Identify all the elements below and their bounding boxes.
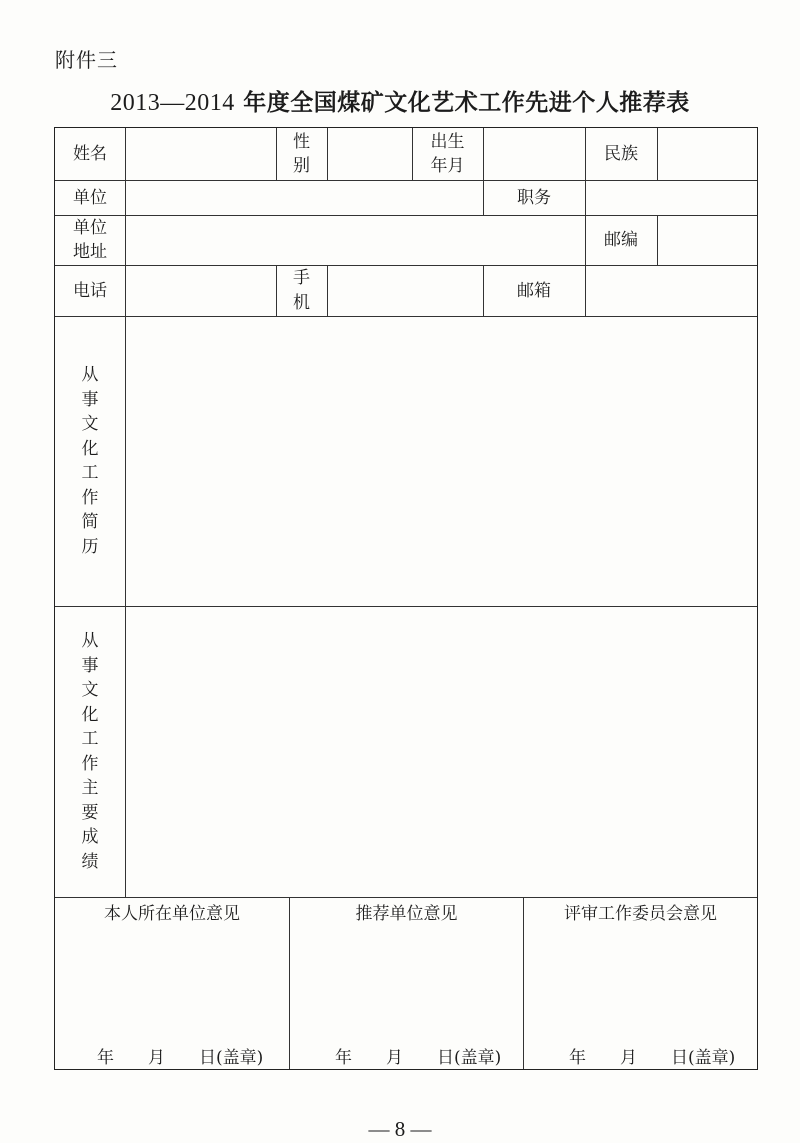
resume-label-char: 历 bbox=[81, 536, 99, 557]
review-committee-opinion-label: 评审工作委员会意见 bbox=[564, 904, 717, 924]
unit-label: 单位 bbox=[73, 187, 107, 208]
achievements-label-char: 化 bbox=[81, 704, 99, 725]
resume-label-char: 从 bbox=[81, 365, 99, 385]
ethnicity-field[interactable] bbox=[657, 128, 757, 180]
title-text: 年度全国煤矿文化艺术工作先进个人推荐表 bbox=[243, 89, 690, 116]
birth-label bbox=[412, 128, 483, 180]
postcode-label: 邮编 bbox=[604, 230, 638, 250]
gender-field[interactable] bbox=[327, 128, 412, 180]
attachment-label: 附件三 bbox=[55, 48, 118, 72]
resume-label-char: 文 bbox=[81, 414, 99, 434]
address-label-line1: 单位 bbox=[73, 217, 107, 238]
name-label: 姓名 bbox=[73, 144, 107, 164]
resume-label bbox=[55, 316, 125, 606]
own-unit-opinion-field[interactable] bbox=[55, 928, 289, 1038]
own-unit-opinion-label: 本人所在单位意见 bbox=[104, 904, 240, 924]
achievements-label-char: 作 bbox=[81, 753, 99, 774]
achievements-label-char: 事 bbox=[81, 655, 99, 676]
email-label: 邮箱 bbox=[517, 280, 551, 301]
resume-field[interactable] bbox=[126, 316, 757, 606]
unit-field[interactable] bbox=[126, 180, 483, 215]
recommending-unit-opinion-label: 推荐单位意见 bbox=[355, 904, 458, 924]
email-field[interactable] bbox=[585, 265, 757, 316]
achievements-field[interactable] bbox=[126, 606, 757, 897]
achievements-label-char: 主 bbox=[81, 778, 99, 798]
page-number: — 8 — bbox=[368, 1117, 432, 1141]
achievements-label-char: 成 bbox=[81, 827, 99, 847]
birth-label-line2: 年月 bbox=[430, 156, 465, 176]
address-field[interactable] bbox=[126, 215, 585, 265]
achievements-label-char: 文 bbox=[81, 680, 99, 700]
title-years: 2013—2014 bbox=[110, 90, 235, 116]
position-field[interactable] bbox=[585, 180, 757, 215]
gender-label bbox=[276, 128, 327, 180]
resume-label-char: 化 bbox=[81, 438, 99, 459]
address-label bbox=[55, 215, 125, 265]
form-title bbox=[0, 84, 800, 117]
recommending-unit-opinion-field[interactable] bbox=[290, 928, 523, 1038]
recommendation-form bbox=[54, 127, 758, 1070]
own-unit-opinion-sign: 年 月 日(盖章) bbox=[97, 1048, 264, 1068]
review-committee-opinion-sign: 年 月 日(盖章) bbox=[569, 1048, 736, 1068]
achievements-label-char: 绩 bbox=[81, 851, 99, 872]
position-label: 职务 bbox=[517, 187, 551, 208]
postcode-field[interactable] bbox=[657, 215, 757, 265]
birth-label-line1: 出生 bbox=[430, 131, 465, 152]
achievements-label-char: 要 bbox=[81, 802, 99, 823]
recommending-unit-opinion-sign: 年 月 日(盖章) bbox=[335, 1048, 502, 1068]
address-label-line2: 地址 bbox=[73, 242, 107, 262]
achievements-label-char: 工 bbox=[81, 729, 99, 749]
gender-label-line1: 性 bbox=[293, 131, 310, 152]
achievements-label-char: 从 bbox=[81, 631, 99, 651]
resume-label-char: 作 bbox=[81, 487, 99, 508]
birth-field[interactable] bbox=[483, 128, 585, 180]
phone-label: 电话 bbox=[73, 280, 107, 301]
resume-label-char: 简 bbox=[81, 512, 99, 532]
resume-label-char: 工 bbox=[81, 463, 99, 483]
gender-label-line2: 别 bbox=[293, 156, 310, 176]
resume-label-char: 事 bbox=[81, 389, 99, 410]
name-field[interactable] bbox=[126, 128, 276, 180]
phone-field[interactable] bbox=[126, 265, 276, 316]
achievements-label bbox=[55, 606, 125, 897]
mobile-label-line2: 机 bbox=[293, 292, 310, 313]
mobile-label bbox=[276, 265, 327, 316]
ethnicity-label: 民族 bbox=[604, 144, 638, 164]
mobile-label-line1: 手 bbox=[293, 268, 310, 288]
review-committee-opinion-field[interactable] bbox=[524, 928, 757, 1038]
mobile-field[interactable] bbox=[327, 265, 483, 316]
